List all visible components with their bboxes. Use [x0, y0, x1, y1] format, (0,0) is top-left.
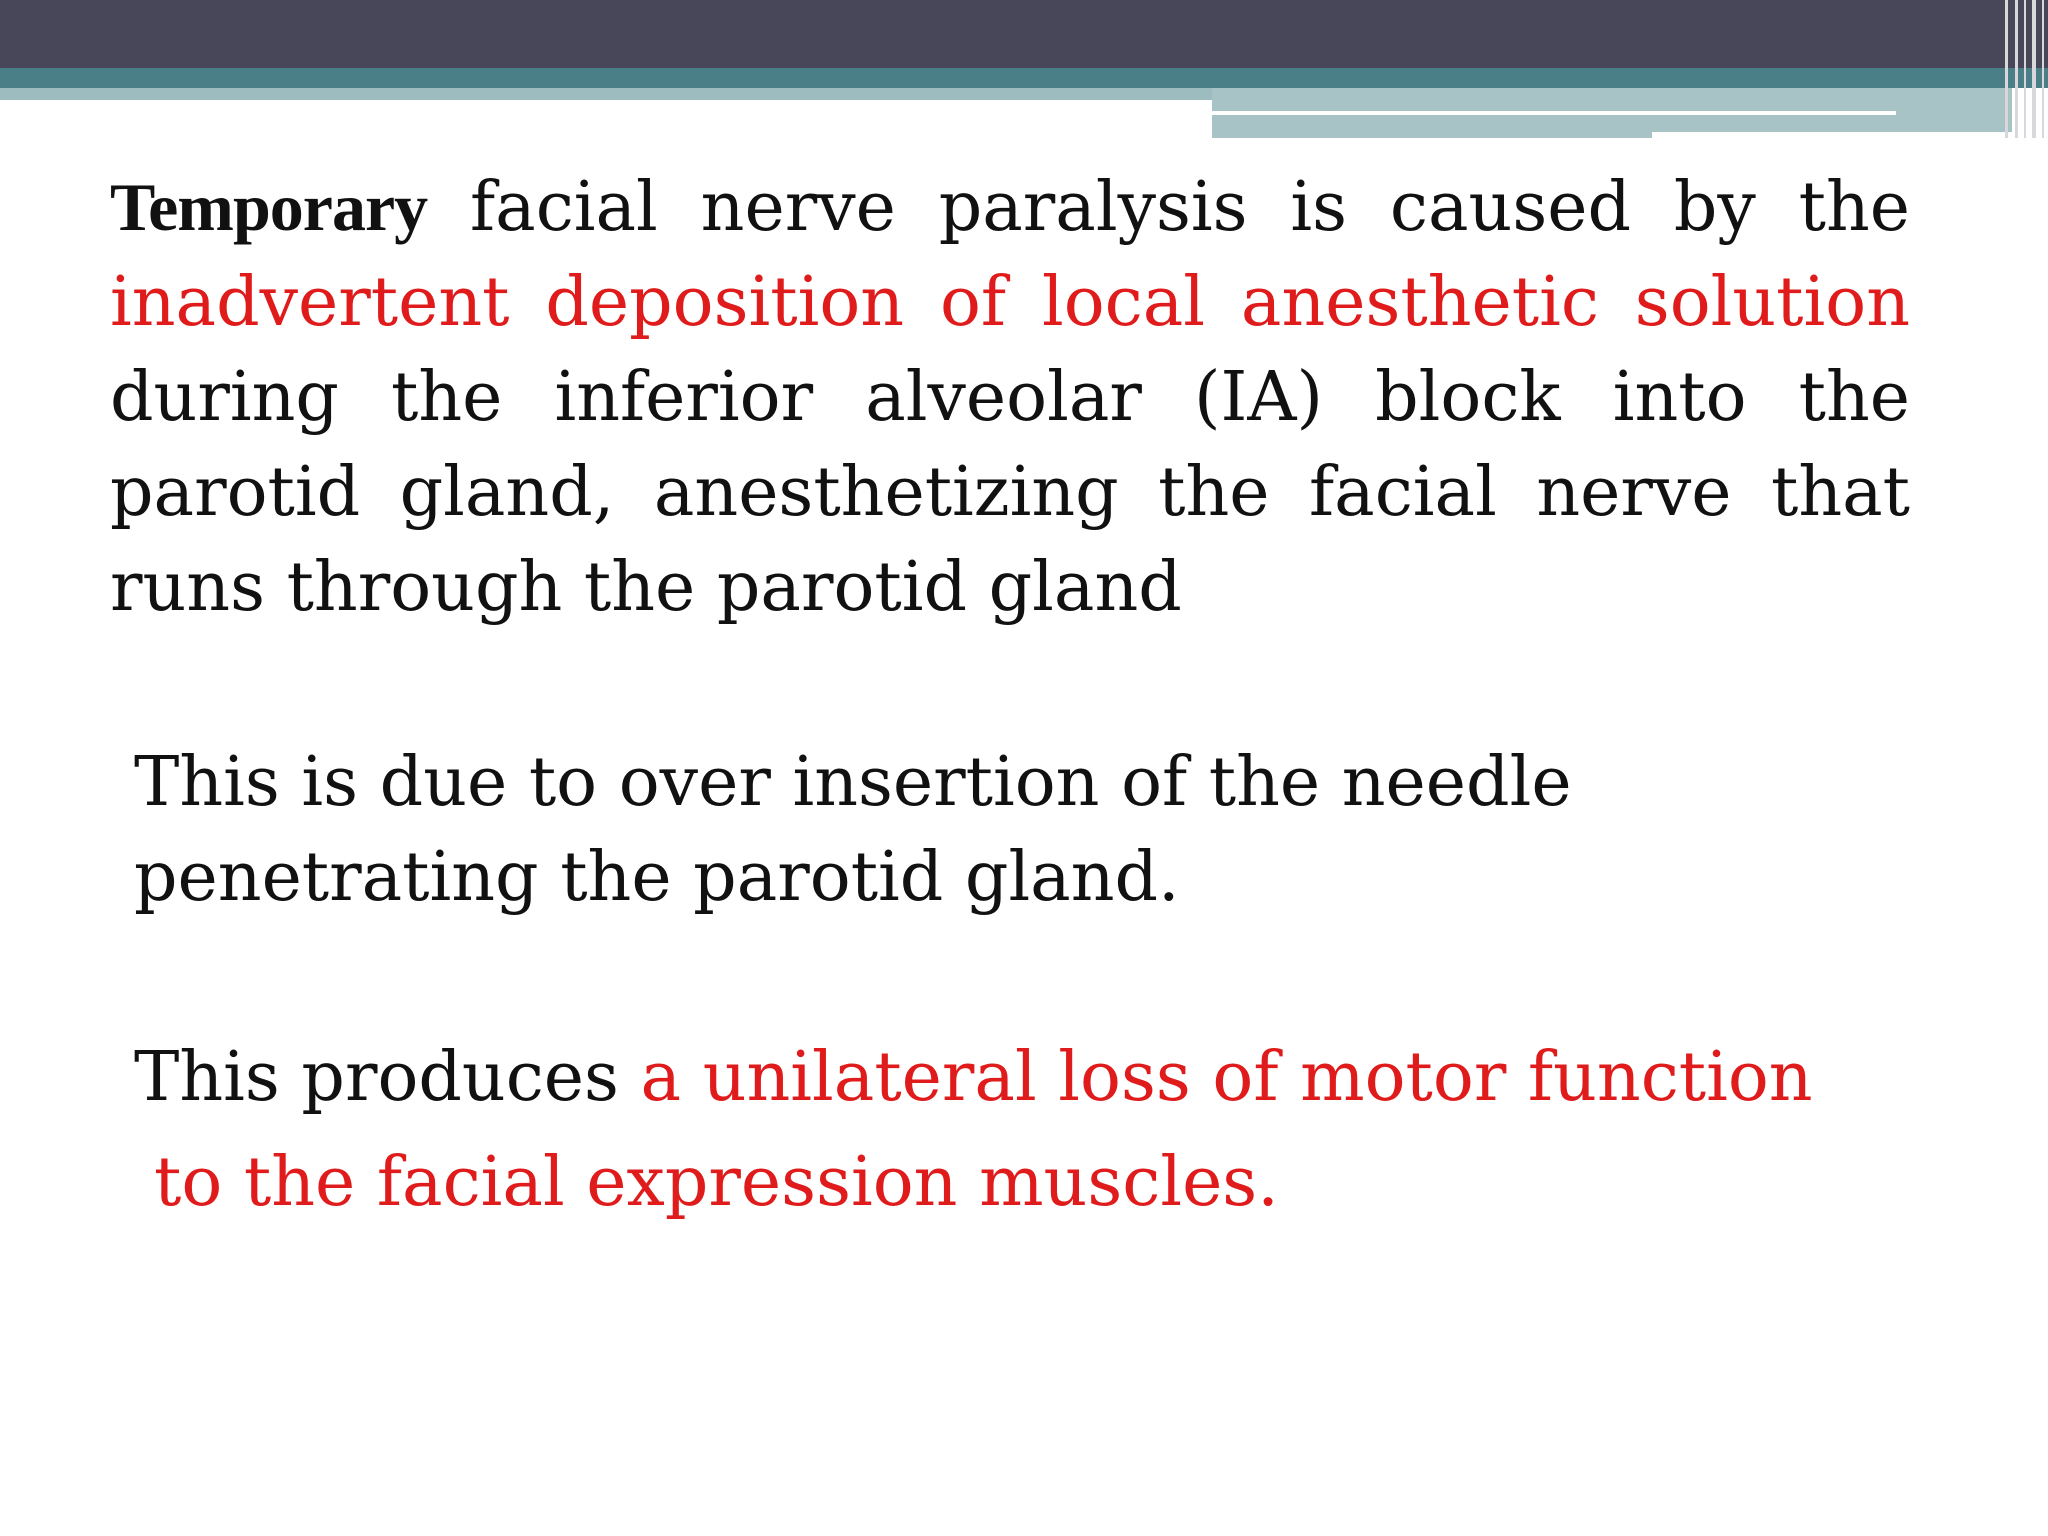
paragraph3-text: This produces [134, 1038, 641, 1117]
header-band-light-left [0, 88, 1212, 100]
edge-stripes-decoration [2000, 0, 2048, 138]
header-accent-line [1212, 111, 1896, 115]
paragraph-motor-loss [110, 1025, 1910, 1235]
paragraph1-highlight: inadvertent deposition of local anesthetic solution [110, 263, 1910, 342]
paragraph-over-insertion: This is due to over insertion of the needle penetrating the parotid gland. [134, 743, 1572, 917]
slide-body [110, 160, 1910, 1235]
paragraph1-text-1: facial nerve paralysis is caused by the [427, 168, 1910, 247]
paragraph3-highlight-line1: a unilateral loss of motor function [640, 1038, 1813, 1117]
header-band-teal [0, 68, 2048, 88]
header-accent-cut [1652, 132, 2012, 138]
paragraph-facial-paralysis-cause [110, 160, 1910, 635]
paragraph3-highlight-line2: to the facial expression muscles. [154, 1143, 1279, 1222]
lead-term: Temporary [110, 169, 428, 245]
paragraph1-text-2: during the inferior alveolar (IA) block into the parotid gland, anesthetizing the facial nerve that runs through the parotid gland [110, 358, 1910, 627]
header-band-dark [0, 0, 2048, 68]
